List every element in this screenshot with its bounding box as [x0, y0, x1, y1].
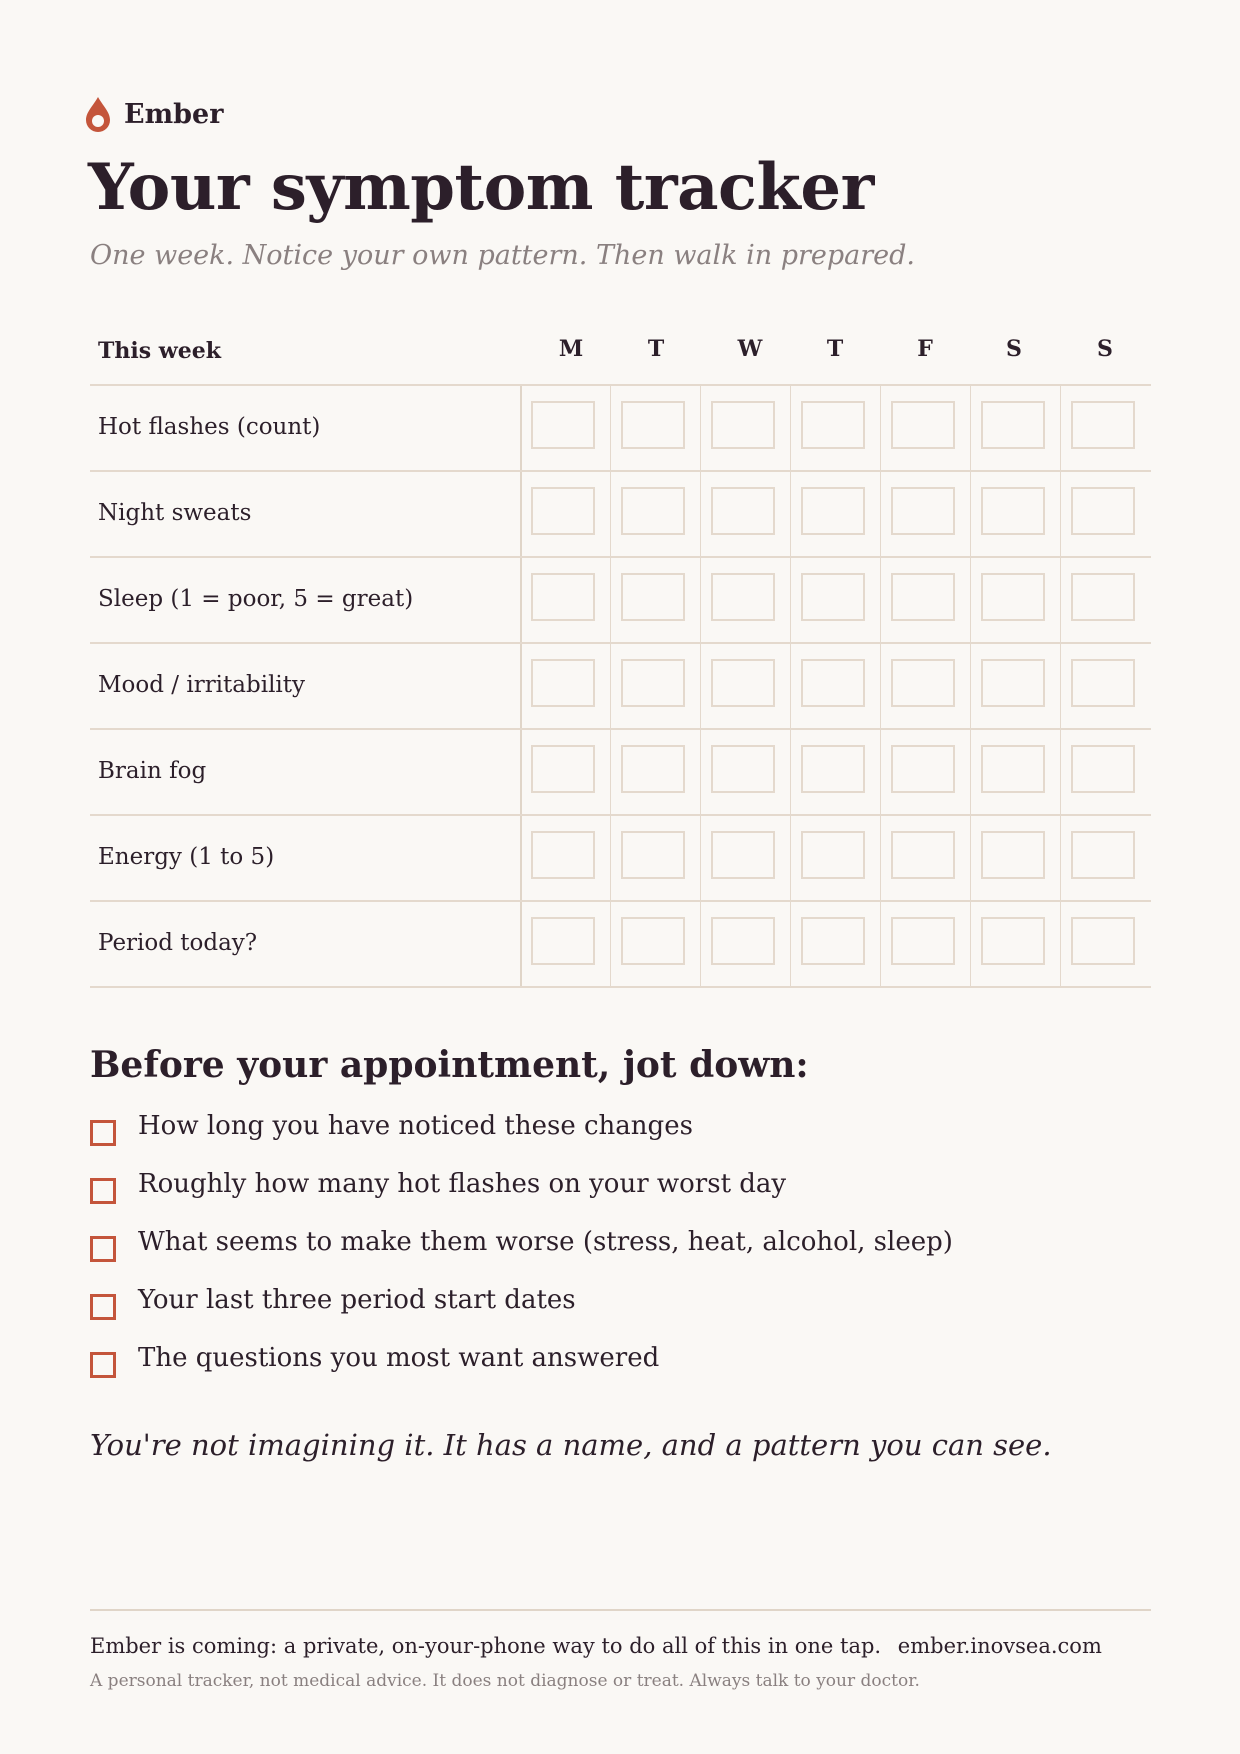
footer-promo: Ember is coming: a private, on-your-phone way to do all of this in one tap. — [90, 1634, 882, 1658]
entry-box-sun[interactable] — [1071, 745, 1135, 793]
entry-box-wed[interactable] — [711, 659, 775, 707]
entry-box-fri[interactable] — [891, 745, 955, 793]
checklist-item-label: Roughly how many hot flashes on your worst day — [138, 1169, 787, 1199]
checklist-item — [90, 1342, 953, 1400]
footer-url-link[interactable]: ember.inovsea.com — [897, 1634, 1102, 1658]
entry-box-wed[interactable] — [711, 573, 775, 621]
entry-box-sun[interactable] — [1071, 831, 1135, 879]
week-column-label: This week — [98, 338, 221, 364]
symptom-label: Sleep (1 = poor, 5 = great) — [98, 586, 414, 612]
column-divider — [790, 558, 791, 642]
entry-box-tue[interactable] — [621, 745, 685, 793]
column-divider — [1060, 558, 1061, 642]
entry-box-sat[interactable] — [981, 831, 1045, 879]
column-divider — [700, 730, 701, 814]
column-divider — [880, 902, 881, 986]
entry-box-wed[interactable] — [711, 917, 775, 965]
column-divider — [970, 816, 971, 900]
day-header-wed: W — [737, 336, 763, 362]
tracker-rows — [90, 386, 1151, 988]
column-divider — [520, 816, 522, 900]
entry-box-mon[interactable] — [531, 831, 595, 879]
entry-box-tue[interactable] — [621, 917, 685, 965]
entry-box-sat[interactable] — [981, 487, 1045, 535]
entry-box-sun[interactable] — [1071, 487, 1135, 535]
tracker-row — [90, 386, 1151, 472]
column-divider — [790, 902, 791, 986]
day-header-fri: F — [917, 336, 933, 362]
entry-box-mon[interactable] — [531, 659, 595, 707]
entry-box-sat[interactable] — [981, 745, 1045, 793]
entry-box-sun[interactable] — [1071, 401, 1135, 449]
column-divider — [610, 386, 611, 470]
column-divider — [700, 902, 701, 986]
checklist-item-label: The questions you most want answered — [138, 1343, 660, 1373]
column-divider — [880, 730, 881, 814]
column-divider — [970, 730, 971, 814]
column-divider — [610, 644, 611, 728]
checklist-item — [90, 1284, 953, 1342]
checkbox[interactable] — [90, 1178, 116, 1204]
symptom-label: Brain fog — [98, 758, 207, 784]
column-divider — [1060, 472, 1061, 556]
entry-box-wed[interactable] — [711, 401, 775, 449]
entry-box-tue[interactable] — [621, 487, 685, 535]
entry-box-fri[interactable] — [891, 659, 955, 707]
column-divider — [880, 558, 881, 642]
column-divider — [790, 386, 791, 470]
tracker-row — [90, 644, 1151, 730]
column-divider — [520, 644, 522, 728]
column-divider — [970, 472, 971, 556]
column-divider — [700, 472, 701, 556]
brand — [84, 94, 223, 134]
column-divider — [700, 644, 701, 728]
column-divider — [1060, 902, 1061, 986]
checklist-item — [90, 1110, 953, 1168]
day-header-tue: T — [647, 336, 665, 362]
entry-box-thu[interactable] — [801, 401, 865, 449]
column-divider — [520, 902, 522, 986]
entry-box-tue[interactable] — [621, 573, 685, 621]
entry-box-thu[interactable] — [801, 487, 865, 535]
tracker-row — [90, 472, 1151, 558]
column-divider — [520, 472, 522, 556]
column-divider — [880, 472, 881, 556]
symptom-label: Hot flashes (count) — [98, 414, 321, 440]
tracker-header-row — [90, 322, 1151, 386]
entry-box-tue[interactable] — [621, 831, 685, 879]
entry-box-wed[interactable] — [711, 487, 775, 535]
column-divider — [610, 816, 611, 900]
closing-quote: You're not imagining it. It has a name, and a pattern you can see. — [90, 1428, 1052, 1462]
footer-promo-line — [90, 1634, 1102, 1658]
entry-box-fri[interactable] — [891, 487, 955, 535]
column-divider — [610, 730, 611, 814]
entry-box-wed[interactable] — [711, 745, 775, 793]
entry-box-thu[interactable] — [801, 573, 865, 621]
column-divider — [610, 472, 611, 556]
symptom-label: Night sweats — [98, 500, 252, 526]
checklist-item — [90, 1226, 953, 1284]
entry-box-thu[interactable] — [801, 917, 865, 965]
column-divider — [1060, 644, 1061, 728]
day-header-mon: M — [558, 336, 584, 362]
column-divider — [970, 902, 971, 986]
entry-box-sat[interactable] — [981, 573, 1045, 621]
column-divider — [700, 558, 701, 642]
column-divider — [700, 816, 701, 900]
entry-box-wed[interactable] — [711, 831, 775, 879]
checklist-item — [90, 1168, 953, 1226]
column-divider — [610, 902, 611, 986]
column-divider — [520, 558, 522, 642]
entry-box-fri[interactable] — [891, 573, 955, 621]
column-divider — [880, 816, 881, 900]
entry-box-sat[interactable] — [981, 401, 1045, 449]
column-divider — [970, 558, 971, 642]
day-header-thu: T — [826, 336, 844, 362]
page-subtitle: One week. Notice your own pattern. Then walk in prepared. — [90, 240, 916, 271]
column-divider — [880, 386, 881, 470]
entry-box-sun[interactable] — [1071, 917, 1135, 965]
checkbox[interactable] — [90, 1294, 116, 1320]
page-title: Your symptom tracker — [88, 150, 874, 225]
entry-box-mon[interactable] — [531, 917, 595, 965]
symptom-label: Period today? — [98, 930, 258, 956]
column-divider — [790, 816, 791, 900]
entry-box-mon[interactable] — [531, 745, 595, 793]
column-divider — [790, 644, 791, 728]
symptom-tracker-table — [90, 322, 1151, 988]
column-divider — [1060, 730, 1061, 814]
column-divider — [700, 386, 701, 470]
entry-box-fri[interactable] — [891, 917, 955, 965]
brand-name: Ember — [124, 98, 224, 130]
checkbox[interactable] — [90, 1352, 116, 1378]
column-divider — [610, 558, 611, 642]
day-header-sat: S — [1006, 336, 1022, 362]
entry-box-thu[interactable] — [801, 831, 865, 879]
entry-box-mon[interactable] — [531, 401, 595, 449]
tracker-row — [90, 730, 1151, 816]
tracker-row — [90, 816, 1151, 902]
column-divider — [880, 644, 881, 728]
entry-box-thu[interactable] — [801, 745, 865, 793]
checkbox[interactable] — [90, 1120, 116, 1146]
symptom-label: Mood / irritability — [98, 672, 306, 698]
entry-box-mon[interactable] — [531, 573, 595, 621]
symptom-label: Energy (1 to 5) — [98, 844, 275, 870]
checklist-item-label: How long you have noticed these changes — [138, 1111, 693, 1141]
day-header-sun: S — [1097, 336, 1113, 362]
column-divider — [1060, 816, 1061, 900]
entry-box-fri[interactable] — [891, 831, 955, 879]
column-divider — [970, 644, 971, 728]
column-divider — [1060, 386, 1061, 470]
checklist-item-label: What seems to make them worse (stress, heat, alcohol, sleep) — [138, 1227, 953, 1257]
column-divider — [970, 386, 971, 470]
entry-box-fri[interactable] — [891, 401, 955, 449]
column-divider — [790, 472, 791, 556]
entry-box-tue[interactable] — [621, 401, 685, 449]
appointment-checklist — [90, 1110, 953, 1400]
flame-drop-icon — [84, 95, 112, 133]
checkbox[interactable] — [90, 1236, 116, 1262]
entry-box-mon[interactable] — [531, 487, 595, 535]
footer-divider — [90, 1609, 1151, 1611]
checklist-item-label: Your last three period start dates — [138, 1285, 576, 1315]
column-divider — [790, 730, 791, 814]
footer-disclaimer: A personal tracker, not medical advice. It does not diagnose or treat. Always talk to your doctor. — [90, 1671, 920, 1691]
column-divider — [520, 386, 522, 470]
entry-box-sun[interactable] — [1071, 573, 1135, 621]
entry-box-sat[interactable] — [981, 917, 1045, 965]
checklist-title: Before your appointment, jot down: — [90, 1044, 809, 1086]
column-divider — [520, 730, 522, 814]
entry-box-sun[interactable] — [1071, 659, 1135, 707]
entry-box-sat[interactable] — [981, 659, 1045, 707]
tracker-row — [90, 558, 1151, 644]
entry-box-thu[interactable] — [801, 659, 865, 707]
entry-box-tue[interactable] — [621, 659, 685, 707]
tracker-row — [90, 902, 1151, 988]
